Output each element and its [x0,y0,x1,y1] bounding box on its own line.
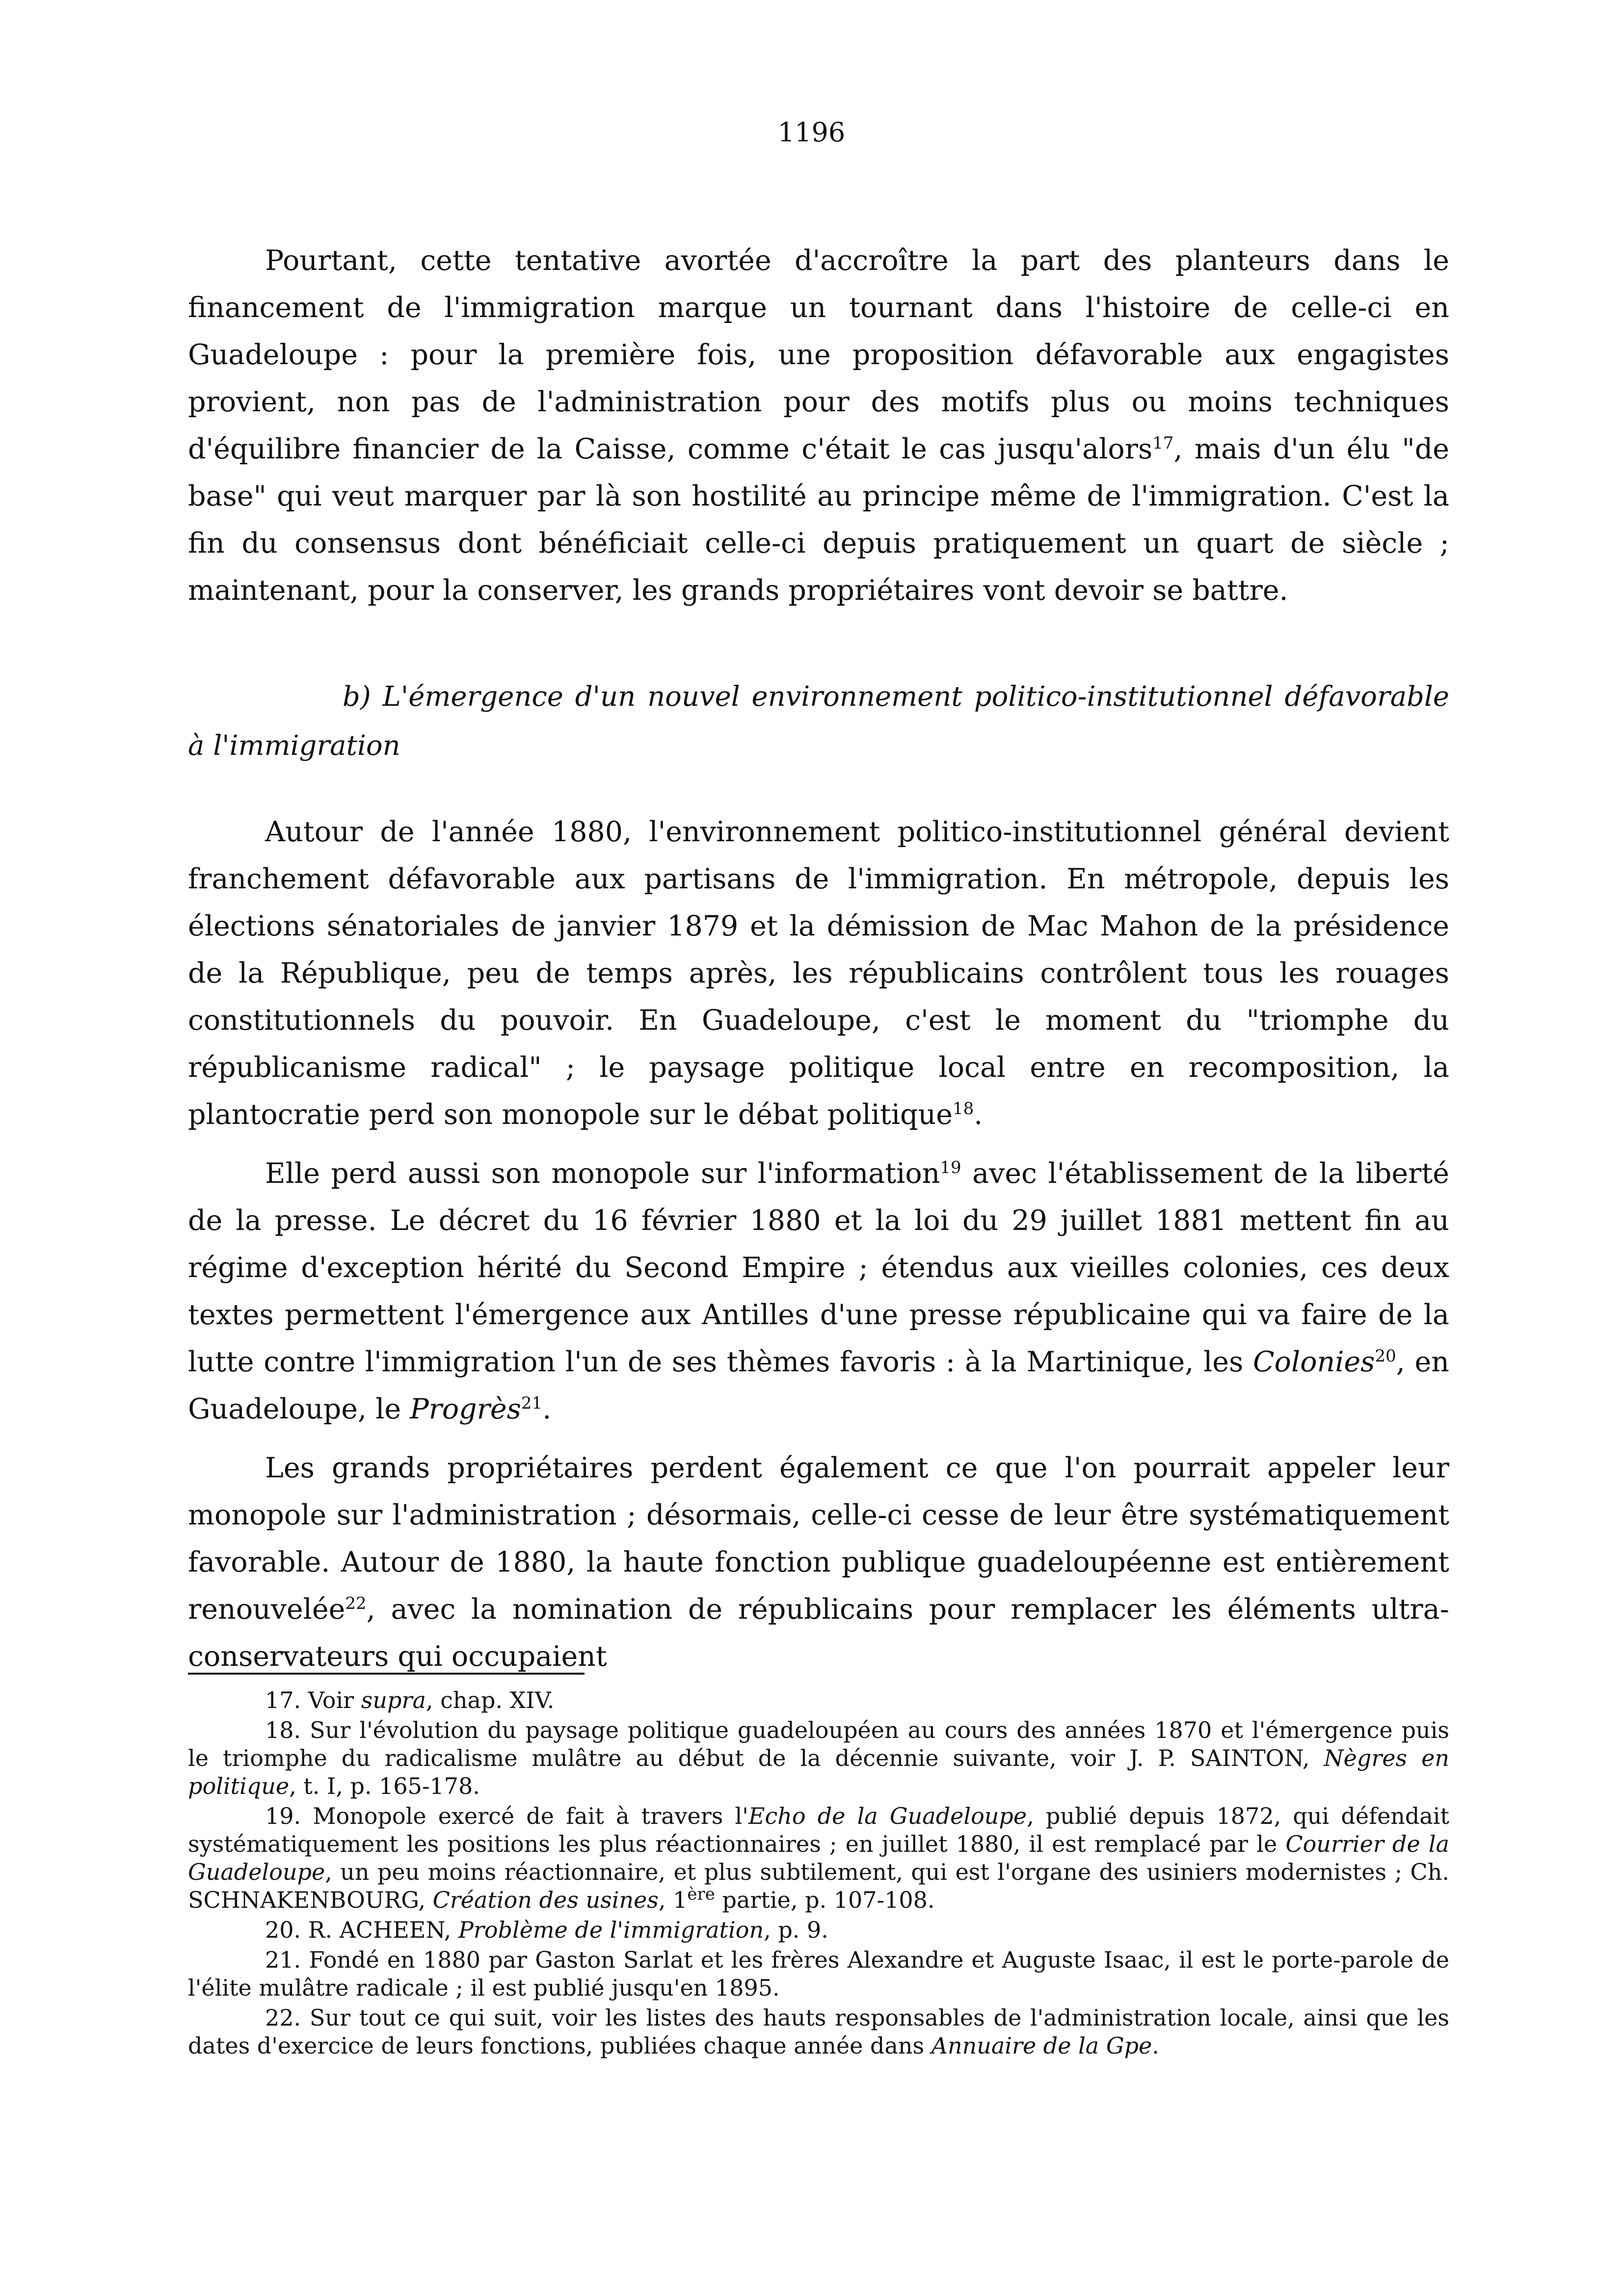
footnote-19 [188,1802,1449,1914]
footnote-19-e: partie, p. 107-108. [715,1887,935,1913]
paragraph-4-text-a: Les grands propriétaires perdent également ce que l'on pourrait appeler leur monopole sur l'administration ; désormais, celle-ci cesse de leur être systématiquement favorable. Autour de 1880, la haute fonction publique guadeloupéenne est entièrement renouvelée [188,1452,1449,1626]
footnote-18-title: Nègres en politique [188,1745,1449,1799]
note-ref-18[interactable]: 18 [952,1099,974,1119]
footnote-19-echo: Echo de la Guadeloupe [748,1803,1027,1829]
paragraph-3-text-b: avec l'établissement de la liberté de la presse. Le décret du 16 février 1880 et la loi du 29 juillet 1881 mettent fin au régime d'exception hérité du Second Empire ; étendus aux vieilles colonies, ces deux textes permettent l'émergence aux Antilles d'une presse républicaine qui va faire de la lutte contre l'immigration l'un de ses thèmes favoris : à la Martinique, les [188,1157,1449,1378]
journal-colonies: Colonies [1253,1346,1375,1378]
footnote-22-b: . [1152,2032,1159,2059]
footnote-19-creation: Création des usines [432,1887,659,1913]
paragraph-1-text-end: , mais d'un élu "de base" qui veut marquer par là son hostilité au principe même de l'immigration. C'est la fin du consensus dont bénéficiait celle-ci depuis pratiquement un quart de siècle ; maintenant, pour la conserver, les grands propriétaires vont devoir se battre. [188,433,1449,607]
footnote-17 [188,1686,1449,1714]
note-ref-17[interactable]: 17 [1152,433,1174,453]
paragraph-1 [188,237,1449,614]
section-heading: b) L'émergence d'un nouvel environnement politico-institutionnel défavorable à l'immigration [188,681,1449,762]
footnote-19-ere: ère [687,1884,715,1904]
paragraph-3 [188,1150,1449,1433]
footnote-20-a: 20. R. ACHEEN, [265,1917,458,1943]
footnote-18-b: , t. I, p. 165-178. [289,1773,480,1799]
footnote-17-a: 17. Voir [265,1687,361,1713]
footnote-21: 21. Fondé en 1880 par Gaston Sarlat et les frères Alexandre et Auguste Isaac, il est le porte-parole de l'élite mulâtre radicale ; il est publié jusqu'en 1895. [188,1947,1449,2001]
paragraph-3-text-a: Elle perd aussi son monopole sur l'information [265,1157,940,1190]
note-ref-19[interactable]: 19 [940,1158,961,1177]
paragraph-4 [188,1444,1449,1680]
footnote-19-c: , un peu moins réactionnaire, et plus subtilement, qui est l'organe des usiniers modernistes ; Ch. SCHNAKENBOURG, [188,1859,1449,1913]
paragraph-1-text: Pourtant, cette tentative avortée d'accroître la part des planteurs dans le financement de l'immigration marque un tournant dans l'histoire de celle-ci en Guadeloupe : pour la première fois, une proposition défavorable aux engagistes provient, non pas de l'administration pour des motifs plus ou moins techniques d'équilibre financier de la Caisse, comme c'était le cas jusqu'alors [188,244,1449,465]
paragraph-3-text-d: . [542,1393,552,1425]
footnote-17-supra: supra [361,1687,426,1713]
footnotes [188,1686,1449,2062]
paragraph-2 [188,808,1449,1138]
journal-progres: Progrès [410,1393,521,1425]
note-ref-21[interactable]: 21 [521,1393,543,1413]
footnote-19-a: 19. Monopole exercé de fait à travers l' [265,1803,748,1829]
footnote-20-title: Problème de l'immigration [458,1917,764,1943]
paragraph-4-text-b: , avec la nomination de républicains pour remplacer les éléments ultra-conservateurs qui occupaient [188,1593,1449,1673]
paragraph-2-text-end: . [974,1098,983,1131]
note-ref-22[interactable]: 22 [345,1594,367,1613]
note-ref-20[interactable]: 20 [1375,1346,1396,1366]
page-number: 1196 [777,117,846,148]
footnote-20 [188,1916,1449,1944]
footnote-18 [188,1716,1449,1800]
paragraph-3-text-c: , en Guadeloupe, le [188,1346,1449,1425]
footnote-separator [188,1673,585,1675]
footnote-22-annuaire: Annuaire de la Gpe [931,2032,1152,2059]
footnote-19-courrier: Courrier de la Guadeloupe [188,1831,1449,1885]
footnote-19-d: , 1 [658,1887,688,1913]
footnote-17-b: , chap. XIV. [426,1687,555,1713]
footnote-20-b: , p. 9. [764,1917,828,1943]
paragraph-2-text: Autour de l'année 1880, l'environnement politico-institutionnel général devient franchement défavorable aux partisans de l'immigration. En métropole, depuis les élections sénatoriales de janvier 1879 et la démission de Mac Mahon de la présidence de la République, peu de temps après, les républicains contrôlent tous les rouages constitutionnels du pouvoir. En Guadeloupe, c'est le moment du "triomphe du républicanisme radical" ; le paysage politique local entre en recomposition, la plantocratie perd son monopole sur le débat politique [188,816,1449,1131]
footnote-19-b: , publié depuis 1872, qui défendait systématiquement les positions les plus réactionnaires ; en juillet 1880, il est remplacé par le [188,1803,1449,1857]
footnote-18-a: 18. Sur l'évolution du paysage politique guadeloupéen au cours des années 1870 et l'émergence puis le triomphe du radicalisme mulâtre au début de la décennie suivante, voir J. P. SAINTON, [188,1717,1449,1771]
footnote-22 [188,2004,1449,2060]
footnote-22-a: 22. Sur tout ce qui suit, voir les listes des hauts responsables de l'administration locale, ainsi que les dates d'exercice de leurs fonctions, publiées chaque année dans [188,2004,1449,2059]
